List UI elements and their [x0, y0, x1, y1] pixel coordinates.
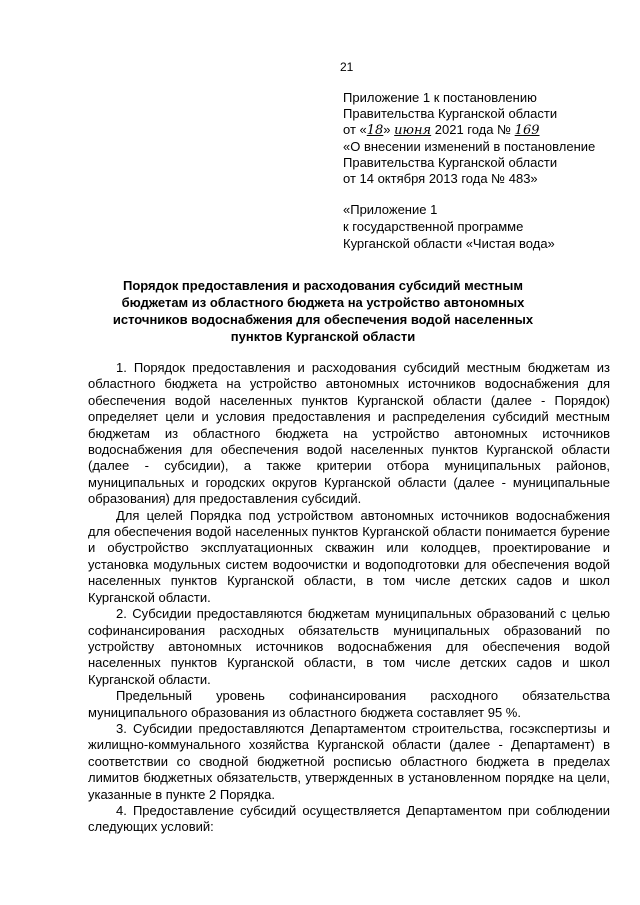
appendix-date-line: [343, 122, 623, 139]
appendix-line: от 14 октября 2013 года № 483»: [343, 171, 538, 186]
date-mid: »: [383, 122, 395, 137]
paragraph: Для целей Порядка под устройством автономных источников водоснабжения для обеспечения водой населенных пунктов Курганской области понимается бурение и обустройство эксплуатационных скважин или колодцев, проектирование и установка модульных систем водоочистки и водоподготовки для обеспечения водой населенных пунктов Курганской области, в том числе детских садов и школ Курганской области.: [88, 507, 610, 605]
appendix-line: «О внесении изменений в постановление: [343, 139, 596, 154]
page-number: 21: [340, 60, 354, 74]
program-appendix-line: «Приложение 1: [343, 202, 438, 217]
program-appendix-header: [343, 201, 623, 252]
document-body: [88, 360, 610, 836]
document-title: Порядок предоставления и расходования субсидий местным бюджетам из областного бюджета на устройство автономных источников водоснабжения для обеспечения водой населенных пунктов Курганской области: [112, 278, 534, 344]
handwritten-number: 169: [514, 123, 540, 138]
appendix-line: Правительства Курганской области: [343, 106, 558, 121]
paragraph: 4. Предоставление субсидий осуществляется Департаментом при соблюдении следующих условий:: [88, 802, 610, 835]
paragraph: 3. Субсидии предоставляются Департаментом строительства, госэкспертизы и жилищно-коммунального хозяйства Курганской области (далее - Департамент) в соответствии со сводной бюджетной росписью областного бюджета в пределах лимитов бюджетных обязательств, утвержденных в установленном порядке на цели, указанные в пункте 2 Порядка.: [88, 720, 610, 802]
paragraph: 2. Субсидии предоставляются бюджетам муниципальных образований с целью софинансирования расходных обязательств муниципальных образований по устройству автономных источников водоснабжения для обеспечения водой населенных пунктов Курганской области, в том числе детских садов и школ Курганской области.: [88, 606, 610, 687]
paragraph: 1. Порядок предоставления и расходования субсидий местным бюджетам из областного бюджета на устройство автономных источников водоснабжения для обеспечения водой населенных пунктов Курганской области (далее - Порядок) определяет цели и условия предоставления и распределения субсидий местным бюджетам из областного бюджета на устройство автономных источников водоснабжения для обеспечения водой населенных пунктов Курганской области (далее - субсидии), а также критерии отбора муниципальных районов, муниципальных и городских округов Курганской области (далее - муниципальные образования) для предоставления субсидий.: [88, 360, 610, 507]
appendix-line: Правительства Курганской области: [343, 155, 558, 170]
program-appendix-line: Курганской области «Чистая вода»: [343, 236, 555, 251]
date-prefix: от «: [343, 122, 367, 137]
appendix-header: [343, 90, 623, 187]
appendix-line: Приложение 1 к постановлению: [343, 90, 537, 105]
handwritten-month: июня: [394, 123, 432, 138]
handwritten-day: 18: [366, 123, 384, 138]
paragraph: Предельный уровень софинансирования расходного обязательства муниципального образования из областного бюджета составляет 95 %.: [88, 688, 610, 720]
program-appendix-line: к государственной программе: [343, 219, 524, 234]
year-text: 2021 года №: [431, 122, 515, 137]
